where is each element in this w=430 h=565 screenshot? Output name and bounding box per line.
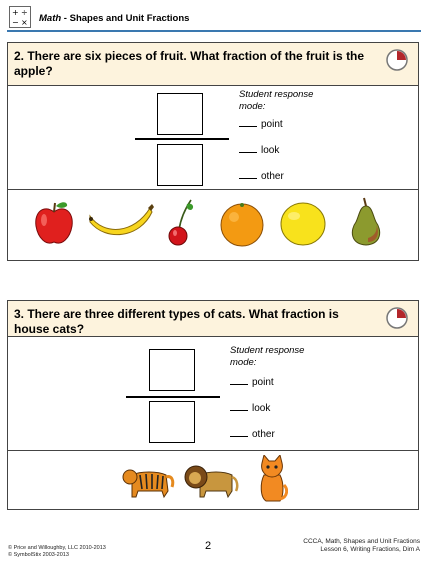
response-mode-look[interactable]: look — [239, 145, 279, 156]
pear-icon[interactable] — [346, 196, 386, 248]
page-title — [39, 13, 189, 24]
response-mode-other[interactable]: other — [239, 171, 284, 182]
banana-icon[interactable] — [88, 202, 154, 242]
svg-text:×: × — [21, 18, 28, 27]
question-3-prompt: 3. There are three different types of cats. What fraction is house cats? — [14, 307, 339, 336]
title-separator: - — [61, 13, 70, 24]
copyright-line-1: © Price and Willoughby, LLC 2010-2013 — [8, 545, 106, 551]
response-mode-title: Student response mode: — [239, 89, 314, 112]
topic-label: Shapes and Unit Fractions — [69, 13, 190, 24]
response-mode-other[interactable]: other — [230, 429, 275, 440]
response-mode-look[interactable]: look — [230, 403, 270, 414]
fruit-images — [8, 190, 418, 260]
question-2-prompt: 2. There are six pieces of fruit. What fraction of the fruit is the apple? — [14, 49, 365, 78]
denominator-box[interactable] — [157, 144, 203, 186]
svg-text:÷: ÷ — [21, 8, 28, 17]
fraction-bar — [126, 396, 220, 398]
apple-icon[interactable] — [34, 200, 74, 246]
response-mode-point[interactable]: point — [239, 119, 283, 130]
tiger-icon[interactable] — [122, 463, 176, 499]
question-2 — [7, 42, 419, 261]
lemon-icon[interactable] — [278, 200, 328, 248]
house-cat-icon[interactable] — [256, 455, 288, 503]
fraction-area — [8, 337, 418, 451]
fraction-area — [8, 86, 418, 190]
subject-label: Math — [39, 13, 62, 24]
math-symbols-icon — [9, 6, 31, 28]
svg-text:+: + — [12, 8, 19, 17]
fraction-bar — [135, 138, 229, 140]
page-header — [7, 5, 421, 31]
header-rule — [7, 30, 421, 32]
response-mode-point[interactable]: point — [230, 377, 274, 388]
numerator-box[interactable] — [157, 93, 203, 135]
cherry-icon[interactable] — [165, 198, 195, 246]
timer-icon — [386, 49, 408, 71]
numerator-box[interactable] — [149, 349, 195, 391]
lesson-line: Lesson 6, Writing Fractions, Dim A — [320, 546, 420, 553]
question-3 — [7, 300, 419, 510]
timer-icon — [386, 307, 408, 329]
footer-copyright — [8, 545, 106, 559]
lion-icon[interactable] — [184, 461, 240, 499]
response-mode-title: Student response mode: — [230, 345, 305, 368]
svg-text:−: − — [12, 18, 19, 27]
question-2-header — [8, 43, 418, 86]
orange-icon[interactable] — [218, 200, 266, 248]
question-3-header — [8, 301, 418, 337]
denominator-box[interactable] — [149, 401, 195, 443]
footer-course-info — [303, 538, 420, 554]
page-number: 2 — [205, 540, 212, 552]
course-line: CCCA, Math, Shapes and Unit Fractions — [303, 538, 420, 545]
cat-images — [8, 451, 418, 509]
copyright-line-2: © SymbolStix 2003-2013 — [8, 552, 69, 558]
